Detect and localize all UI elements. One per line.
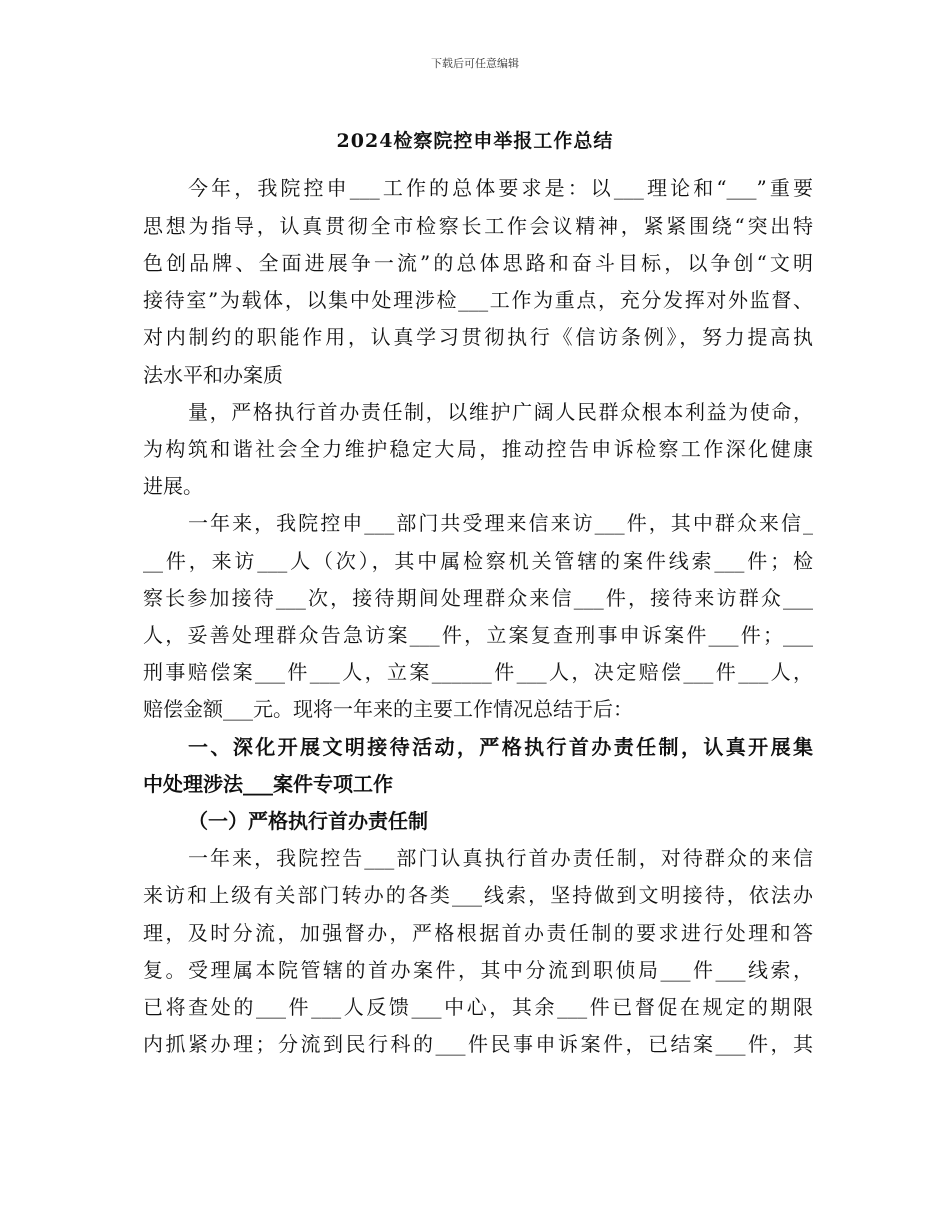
paragraph-line: 理，及时分流，加强督办，严格根据首办责任制的要求进行处理和答: [143, 921, 813, 945]
page-header: 下载后可任意编辑: [431, 57, 519, 70]
paragraph-line: 察长参加接待___次，接待期间处理群众来信___件，接待来访群众___: [143, 586, 813, 610]
paragraph-line: 量，严格执行首办责任制，以维护广阔人民群众根本利益为使命，: [188, 400, 813, 424]
paragraph-line: 进展。: [143, 474, 203, 498]
paragraph-line: 色创品牌、全面进展争一流”的总体思路和奋斗目标，以争创“文明: [143, 251, 813, 275]
paragraph-line: 法水平和办案质: [143, 363, 283, 387]
paragraph-line: 复。受理属本院管辖的首办案件，其中分流到职侦局___件___线索，: [143, 958, 813, 982]
paragraph-line: 赔偿金额___元。现将一年来的主要工作情况总结于后：: [143, 697, 633, 721]
paragraph-line: 思想为指导，认真贯彻全市检察长工作会议精神，紧紧围绕“突出特: [143, 214, 813, 238]
section-heading: 中处理涉法___案件专项工作: [143, 772, 393, 796]
paragraph-line: 内抓紧办理；分流到民行科的___件民事申诉案件，已结案___件，其: [143, 1032, 813, 1056]
paragraph-line: 今年，我院控申___工作的总体要求是：以___理论和“___”重要: [188, 176, 813, 200]
paragraph-line: 来访和上级有关部门转办的各类___线索，坚持做到文明接待，依法办: [143, 883, 813, 907]
paragraph-line: 接待室”为载体，以集中处理涉检___工作为重点，充分发挥对外监督、: [143, 288, 813, 312]
paragraph-line: 对内制约的职能作用，认真学习贯彻执行《信访条例》，努力提高执: [143, 325, 813, 349]
subsection-heading: （一）严格执行首办责任制: [188, 809, 428, 833]
paragraph-line: 为构筑和谐社会全力维护稳定大局，推动控告申诉检察工作深化健康: [143, 437, 813, 461]
paragraph-line: 刑事赔偿案___件___人，立案______件___人，决定赔偿___件___人，: [143, 660, 813, 684]
paragraph-line: 人，妥善处理群众告急访案___件，立案复查刑事申诉案件___件；___: [143, 623, 813, 647]
section-heading: 一、深化开展文明接待活动，严格执行首办责任制，认真开展集: [188, 735, 813, 759]
document-title: 2024检察院控申举报工作总结: [336, 130, 614, 152]
paragraph-line: 一年来，我院控告___部门认真执行首办责任制，对待群众的来信: [188, 846, 813, 870]
paragraph-line: 已将查处的___件___人反馈___中心，其余___件已督促在规定的期限: [143, 995, 813, 1019]
paragraph-line: __件，来访___人（次），其中属检察机关管辖的案件线索___件；检: [143, 549, 813, 573]
paragraph-line: 一年来，我院控申___部门共受理来信来访___件，其中群众来信_: [188, 511, 813, 535]
